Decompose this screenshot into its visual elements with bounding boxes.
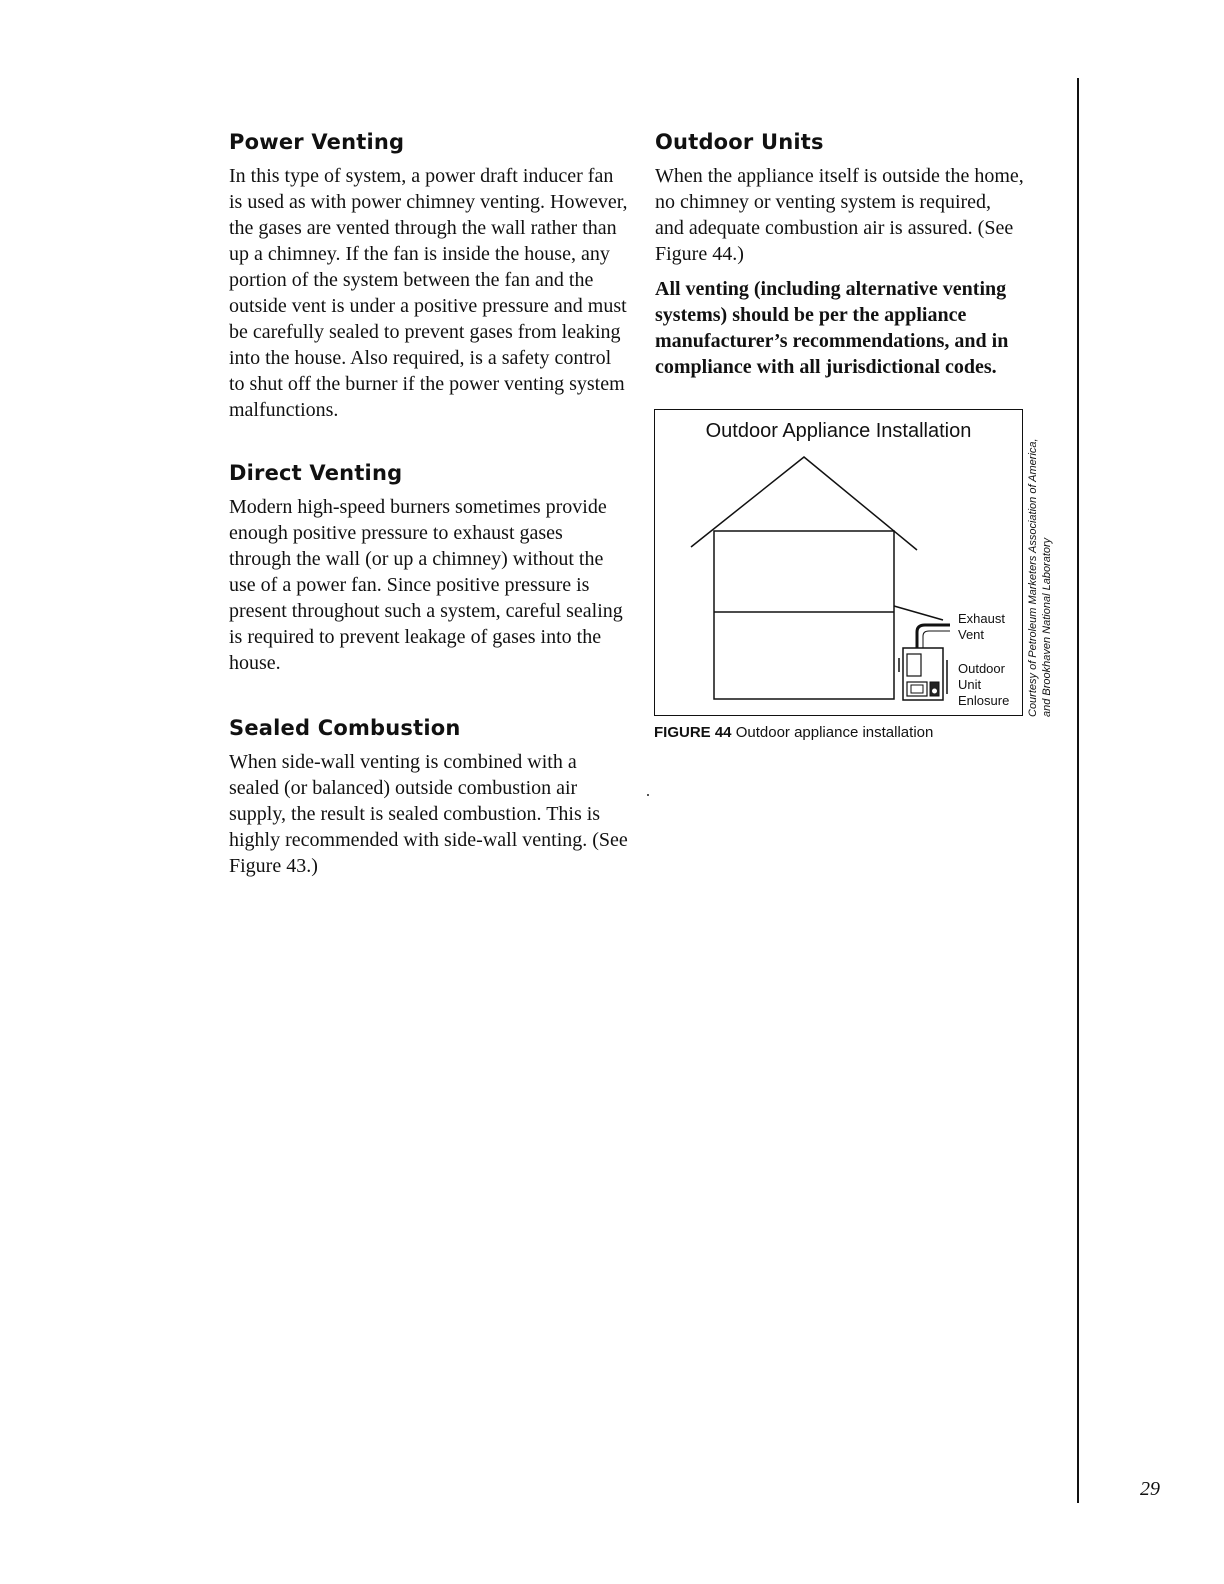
text-line: Figure 43.) xyxy=(229,855,318,877)
text-line: portion of the system between the fan and the xyxy=(229,269,594,291)
label-outdoor-unit-enclosure xyxy=(958,661,1009,709)
paragraph-sealed-combustion xyxy=(229,749,628,879)
text-line: sealed (or balanced) outside combustion air xyxy=(229,777,578,799)
caption-number: FIGURE 44 xyxy=(654,724,732,741)
figure-44 xyxy=(654,409,1023,716)
label-line: Vent xyxy=(958,627,985,642)
text-line: to shut off the burner if the power venting system xyxy=(229,373,625,395)
roof-line xyxy=(691,457,917,550)
stray-mark xyxy=(647,794,649,796)
paragraph-outdoor-units xyxy=(655,163,1024,267)
figure-title: Outdoor Appliance Installation xyxy=(705,420,972,442)
text-line: use of a power fan. Since positive pressure is xyxy=(229,574,590,596)
text-line: outside vent is under a positive pressure and must xyxy=(229,295,627,317)
heading-direct-venting: Direct Venting xyxy=(229,461,403,485)
vertical-rule xyxy=(1077,78,1079,1503)
text-line: up a chimney. If the fan is inside the house, any xyxy=(229,243,610,265)
text-line: When the appliance itself is outside the home, xyxy=(655,165,1024,187)
text-line: is required to prevent leakage of gases into the xyxy=(229,626,602,648)
text-line: the gases are vented through the wall rather than xyxy=(229,217,617,239)
paragraph-venting-compliance xyxy=(655,276,1008,380)
text-line: systems) should be per the appliance xyxy=(655,304,967,326)
paragraph-power-venting xyxy=(229,163,628,423)
label-line: Exhaust xyxy=(958,611,1005,626)
text-line: In this type of system, a power draft inducer fan xyxy=(229,165,614,187)
heading-outdoor-units: Outdoor Units xyxy=(655,130,824,154)
house-wall xyxy=(714,531,894,699)
text-line: into the house. Also required, is a safety control xyxy=(229,347,612,369)
text-line: house. xyxy=(229,652,281,674)
label-exhaust-vent xyxy=(958,611,1005,643)
text-line: and adequate combustion air is assured. (See xyxy=(655,217,1014,239)
heading-power-venting: Power Venting xyxy=(229,130,405,154)
caption-text: Outdoor appliance installation xyxy=(735,724,934,741)
text-line: through the wall (or up a chimney) without the xyxy=(229,548,604,570)
page-number: 29 xyxy=(1140,1478,1160,1500)
text-line: supply, the result is sealed combustion. This is xyxy=(229,803,601,825)
text-line: enough positive pressure to exhaust gases xyxy=(229,522,563,544)
exhaust-vent-pipe xyxy=(917,625,950,648)
credit-line: Courtesy of Petroleum Marketers Association of America, xyxy=(1027,438,1039,717)
text-line: be carefully sealed to prevent gases from leaking xyxy=(229,321,621,343)
label-line: Enlosure xyxy=(958,693,1010,708)
figure-caption xyxy=(654,724,933,741)
text-line: present throughout such a system, careful sealing xyxy=(229,600,623,622)
paragraph-direct-venting xyxy=(229,494,623,676)
text-line: highly recommended with side-wall venting. (See xyxy=(229,829,628,851)
text-line: Modern high-speed burners sometimes provide xyxy=(229,496,607,518)
heading-sealed-combustion: Sealed Combustion xyxy=(229,716,461,740)
text-line: All venting (including alternative venting xyxy=(655,278,1007,300)
label-line: Outdoor xyxy=(958,661,1005,676)
text-line: malfunctions. xyxy=(229,399,339,421)
text-line: no chimney or venting system is required, xyxy=(655,191,992,213)
text-line: When side-wall venting is combined with a xyxy=(229,751,577,773)
label-line: Unit xyxy=(958,677,982,692)
text-line: manufacturer’s recommendations, and in xyxy=(655,330,1009,352)
figure-credit xyxy=(1026,438,1054,717)
text-line: Figure 44.) xyxy=(655,243,744,265)
text-line: is used as with power chimney venting. However, xyxy=(229,191,628,213)
leader-line xyxy=(894,606,943,620)
credit-line: and Brookhaven National Laboratory xyxy=(1041,537,1053,717)
text-line: compliance with all jurisdictional codes. xyxy=(655,356,997,378)
